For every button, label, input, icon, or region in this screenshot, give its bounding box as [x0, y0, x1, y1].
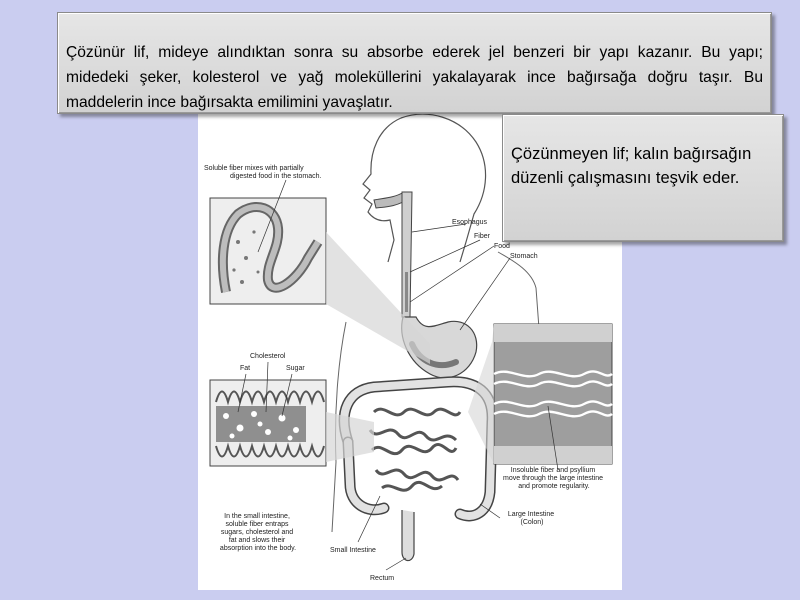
label-fat: Fat — [240, 365, 251, 372]
label-small-intestine: Small Intestine — [330, 547, 376, 554]
label-rectum: Rectum — [370, 575, 395, 582]
small-intestine-caption: In the small intestine, soluble fiber entraps sugars, cholesterol and fat and slows their absorption into the body. — [219, 513, 297, 552]
head-outline — [363, 114, 486, 262]
soluble-fiber-text: Çözünür lif, mideye alındıktan sonra su absorbe ederek jel benzeri bir yapı kazanır. Bu yapı; midedeki şeker, kolesterol ve yağ moleküllerini yakalayarak ince bağırsağa doğru taşır. Bu maddelerin ince bağırsakta emilimini yavaşlatır. — [66, 44, 763, 111]
label-sugar: Sugar — [286, 365, 305, 372]
insoluble-caption: Insoluble fiber and psyllium move through the large intestine and promote regularity. — [503, 467, 604, 490]
insoluble-fiber-text: Çözünmeyen lif; kalın bağırsağın düzenli çalışmasını teşvik eder. — [511, 145, 752, 187]
label-fiber: Fiber — [474, 233, 490, 240]
small-intestine-coils — [370, 409, 460, 490]
soluble-fiber-callout — [57, 12, 772, 114]
insoluble-fiber-callout — [502, 114, 784, 242]
label-stomach: Stomach — [510, 253, 538, 260]
label-esophagus: Esophagus — [452, 219, 488, 226]
rectum-shape — [402, 510, 414, 561]
label-cholesterol: Cholesterol — [250, 353, 286, 360]
stomach-inset-caption: Soluble fiber mixes with partially digested food in the stomach. — [204, 165, 322, 180]
label-food: Food — [494, 243, 510, 250]
colon-inset — [494, 324, 612, 464]
label-large-intestine: Large Intestine (Colon) — [507, 511, 555, 526]
